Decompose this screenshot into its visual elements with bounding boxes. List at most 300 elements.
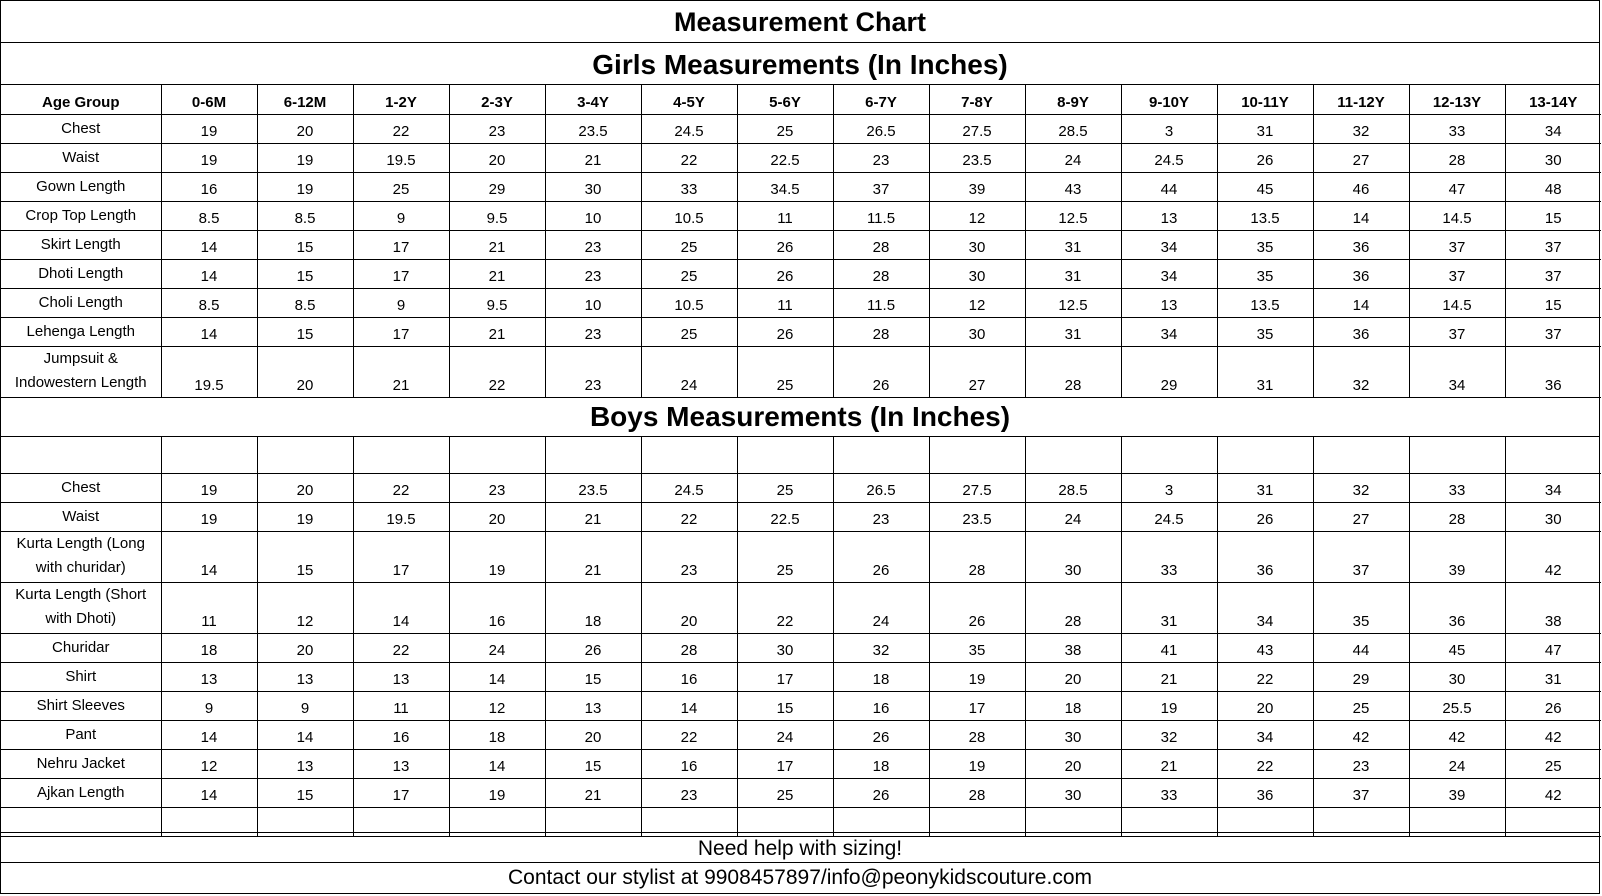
measurement-cell: 36 [1313,259,1409,288]
measurement-cell: 17 [929,691,1025,720]
measurement-cell: 43 [1217,633,1313,662]
measurement-cell: 23.5 [929,502,1025,531]
measurement-cell: 28 [833,230,929,259]
measurement-cell: 3 [1121,473,1217,502]
measurement-cell: 15 [257,778,353,807]
measurement-cell: 32 [1313,114,1409,143]
measurement-cell: 20 [449,502,545,531]
measurement-cell: 44 [1313,633,1409,662]
measurement-cell: 34 [1505,114,1601,143]
table-row [1,346,1601,397]
measurement-cell: 12 [929,201,1025,230]
measurement-cell: 19.5 [353,502,449,531]
measurement-cell: 21 [545,143,641,172]
measurement-cell: 43 [1025,172,1121,201]
measurement-cell: 35 [1217,259,1313,288]
measurement-cell: 35 [1217,230,1313,259]
table-row [1,114,1601,143]
measurement-cell: 24 [737,720,833,749]
measurement-cell: 33 [641,172,737,201]
measurement-cell: 11 [737,201,833,230]
measurement-cell: 36 [1409,582,1505,633]
measurement-cell: 11 [353,691,449,720]
measurement-cell: 37 [1409,317,1505,346]
page-title: Measurement Chart [1,1,1599,43]
table-row [1,720,1601,749]
measurement-cell: 28 [641,633,737,662]
measurement-cell: 19 [161,502,257,531]
empty-cell [161,437,257,473]
measurement-cell: 28.5 [1025,473,1121,502]
row-label: Shirt [1,662,161,691]
measurement-cell: 45 [1409,633,1505,662]
measurement-cell: 12 [449,691,545,720]
measurement-cell: 14.5 [1409,288,1505,317]
measurement-cell: 11 [737,288,833,317]
measurement-cell: 27 [1313,502,1409,531]
measurement-cell: 11.5 [833,201,929,230]
measurement-cell: 15 [545,749,641,778]
measurement-cell: 42 [1505,720,1601,749]
girls-section-title: Girls Measurements (In Inches) [1,43,1599,85]
measurement-cell: 31 [1217,346,1313,397]
measurement-cell: 14 [449,662,545,691]
measurement-cell: 24.5 [641,114,737,143]
row-label: Kurta Length (Long with churidar) [1,531,161,582]
measurement-cell: 26 [737,230,833,259]
measurement-cell: 30 [929,259,1025,288]
measurement-cell: 12.5 [1025,288,1121,317]
measurement-cell: 25 [737,114,833,143]
measurement-cell: 21 [1121,662,1217,691]
measurement-cell: 20 [257,473,353,502]
empty-cell [1505,437,1601,473]
measurement-cell: 26 [1217,502,1313,531]
row-label: Chest [1,473,161,502]
measurement-cell: 33 [1121,778,1217,807]
age-column-header: 13-14Y [1505,85,1601,114]
measurement-cell: 42 [1313,720,1409,749]
measurement-cell: 34 [1217,720,1313,749]
measurement-cell: 15 [257,531,353,582]
measurement-cell: 33 [1409,473,1505,502]
measurement-cell: 31 [1025,259,1121,288]
measurement-cell: 12 [161,749,257,778]
measurement-cell: 23 [833,502,929,531]
measurement-cell: 36 [1217,778,1313,807]
measurement-cell: 29 [449,172,545,201]
measurement-cell: 13 [353,662,449,691]
measurement-cell: 14 [449,749,545,778]
measurement-cell: 13 [545,691,641,720]
measurement-cell: 28 [1025,346,1121,397]
measurement-cell: 19.5 [161,346,257,397]
boys-section-title: Boys Measurements (In Inches) [1,395,1599,437]
empty-cell [449,437,545,473]
measurement-cell: 46 [1313,172,1409,201]
table-row [1,317,1601,346]
measurement-cell: 23 [545,230,641,259]
measurement-cell: 30 [929,317,1025,346]
measurement-cell: 10.5 [641,288,737,317]
measurement-cell: 17 [353,317,449,346]
empty-cell [545,437,641,473]
measurement-cell: 17 [737,749,833,778]
measurement-cell: 35 [1217,317,1313,346]
measurement-cell: 34 [1217,582,1313,633]
measurement-cell: 22 [1217,662,1313,691]
contact-text: Contact our stylist at 9908457897/info@peonykidscouture.com [508,866,1092,889]
measurement-cell: 22 [353,473,449,502]
table-row [1,143,1601,172]
measurement-cell: 17 [737,662,833,691]
row-label: Waist [1,143,161,172]
measurement-cell: 23.5 [545,114,641,143]
measurement-cell: 17 [353,230,449,259]
measurement-cell: 29 [1121,346,1217,397]
measurement-cell: 14 [641,691,737,720]
measurement-cell: 14 [161,259,257,288]
empty-cell [641,437,737,473]
measurement-cell: 28 [929,531,1025,582]
measurement-cell: 26 [545,633,641,662]
empty-cell [257,437,353,473]
measurement-cell: 33 [1121,531,1217,582]
measurement-cell: 26 [1217,143,1313,172]
measurement-cell: 25 [1313,691,1409,720]
row-label: Waist [1,502,161,531]
measurement-cell: 38 [1505,582,1601,633]
measurement-cell: 16 [161,172,257,201]
empty-cell [1217,437,1313,473]
row-label: Nehru Jacket [1,749,161,778]
measurement-cell: 25 [1505,749,1601,778]
measurement-cell: 8.5 [161,201,257,230]
measurement-cell: 28 [929,720,1025,749]
row-label: Skirt Length [1,230,161,259]
measurement-cell: 28 [929,778,1025,807]
measurement-cell: 37 [1409,230,1505,259]
measurement-cell: 9 [257,691,353,720]
table-row [1,531,1601,582]
age-column-header: 8-9Y [1025,85,1121,114]
row-label: Choli Length [1,288,161,317]
table-row [1,778,1601,807]
measurement-cell: 24 [1025,502,1121,531]
measurement-cell: 34 [1121,259,1217,288]
measurement-cell: 25 [641,317,737,346]
table-row [1,749,1601,778]
measurement-cell: 13 [1121,201,1217,230]
measurement-cell: 13 [1121,288,1217,317]
table-row [1,259,1601,288]
measurement-cell: 17 [353,778,449,807]
measurement-cell: 22 [353,633,449,662]
measurement-cell: 14 [161,317,257,346]
measurement-cell: 22 [641,502,737,531]
measurement-cell: 47 [1409,172,1505,201]
measurement-cell: 37 [833,172,929,201]
age-column-header: 12-13Y [1409,85,1505,114]
measurement-cell: 31 [1505,662,1601,691]
measurement-cell: 25 [737,778,833,807]
measurement-cell: 22 [1217,749,1313,778]
measurement-cell: 11 [161,582,257,633]
measurement-cell: 21 [449,230,545,259]
measurement-cell: 32 [833,633,929,662]
measurement-cell: 26 [833,531,929,582]
measurement-cell: 19 [257,172,353,201]
measurement-cell: 21 [353,346,449,397]
table-row [1,230,1601,259]
measurement-cell: 34 [1409,346,1505,397]
measurement-cell: 16 [641,749,737,778]
measurement-cell: 9 [353,201,449,230]
measurement-cell: 26.5 [833,473,929,502]
boys-measurements-table [1,437,1601,837]
measurement-cell: 31 [1025,317,1121,346]
measurement-cell: 39 [929,172,1025,201]
girls-measurements-table [1,85,1601,398]
measurement-cell: 8.5 [257,201,353,230]
measurement-cell: 13 [353,749,449,778]
empty-cell [1,437,161,473]
measurement-cell: 44 [1121,172,1217,201]
measurement-cell: 15 [257,230,353,259]
measurement-cell: 30 [929,230,1025,259]
measurement-cell: 12 [929,288,1025,317]
measurement-cell: 28 [1409,502,1505,531]
measurement-cell: 37 [1505,317,1601,346]
measurement-cell: 16 [353,720,449,749]
measurement-cell: 19 [929,749,1025,778]
measurement-cell: 21 [545,778,641,807]
table-row [1,691,1601,720]
measurement-cell: 15 [737,691,833,720]
measurement-cell: 23 [545,317,641,346]
sizing-help-text: Need help with sizing! [1,832,1599,863]
measurement-cell: 30 [1505,502,1601,531]
row-label: Dhoti Length [1,259,161,288]
measurement-cell: 26.5 [833,114,929,143]
measurement-cell: 32 [1313,346,1409,397]
measurement-cell: 24.5 [641,473,737,502]
measurement-cell: 42 [1505,531,1601,582]
measurement-cell: 22 [449,346,545,397]
measurement-cell: 48 [1505,172,1601,201]
table-row [1,502,1601,531]
boys-empty-header-row [1,437,1601,473]
age-column-header: 0-6M [161,85,257,114]
measurement-cell: 30 [1409,662,1505,691]
measurement-cell: 28 [1025,582,1121,633]
measurement-cell: 25.5 [1409,691,1505,720]
measurement-cell: 20 [545,720,641,749]
measurement-cell: 14 [161,778,257,807]
measurement-cell: 23 [545,346,641,397]
measurement-cell: 14 [161,531,257,582]
measurement-cell: 13 [161,662,257,691]
measurement-cell: 42 [1505,778,1601,807]
measurement-cell: 18 [545,582,641,633]
measurement-cell: 8.5 [161,288,257,317]
measurement-cell: 20 [257,346,353,397]
measurement-cell: 22 [641,143,737,172]
row-label: Shirt Sleeves [1,691,161,720]
measurement-cell: 25 [641,259,737,288]
measurement-cell: 14.5 [1409,201,1505,230]
measurement-cell: 15 [545,662,641,691]
measurement-cell: 30 [1025,531,1121,582]
measurement-cell: 19 [449,778,545,807]
age-group-header: Age Group [1,85,161,114]
measurement-cell: 14 [1313,201,1409,230]
measurement-cell: 42 [1409,720,1505,749]
measurement-cell: 24 [449,633,545,662]
measurement-cell: 18 [1025,691,1121,720]
measurement-cell: 19 [1121,691,1217,720]
age-column-header: 9-10Y [1121,85,1217,114]
measurement-cell: 27 [929,346,1025,397]
measurement-cell: 14 [1313,288,1409,317]
measurement-cell: 36 [1313,230,1409,259]
measurement-cell: 31 [1025,230,1121,259]
measurement-cell: 26 [1505,691,1601,720]
measurement-cell: 11.5 [833,288,929,317]
measurement-cell: 13 [257,662,353,691]
table-row [1,172,1601,201]
measurement-cell: 34.5 [737,172,833,201]
measurement-cell: 30 [1505,143,1601,172]
measurement-cell: 34 [1505,473,1601,502]
table-row [1,288,1601,317]
measurement-cell: 12 [257,582,353,633]
measurement-cell: 9 [161,691,257,720]
measurement-cell: 21 [545,531,641,582]
empty-cell [1409,437,1505,473]
measurement-cell: 34 [1121,317,1217,346]
measurement-cell: 22 [641,720,737,749]
empty-cell [1313,437,1409,473]
measurement-cell: 9.5 [449,288,545,317]
measurement-cell: 23 [641,531,737,582]
measurement-cell: 37 [1409,259,1505,288]
measurement-cell: 19 [929,662,1025,691]
measurement-cell: 25 [353,172,449,201]
measurement-cell: 19 [257,502,353,531]
measurement-cell: 36 [1313,317,1409,346]
measurement-cell: 47 [1505,633,1601,662]
measurement-cell: 26 [929,582,1025,633]
measurement-cell: 14 [257,720,353,749]
measurement-cell: 37 [1313,531,1409,582]
table-row [1,662,1601,691]
measurement-cell: 23 [449,114,545,143]
measurement-cell: 24 [1025,143,1121,172]
empty-cell [1025,437,1121,473]
measurement-cell: 19 [161,114,257,143]
empty-cell [1121,437,1217,473]
measurement-cell: 28.5 [1025,114,1121,143]
age-column-header: 6-7Y [833,85,929,114]
measurement-cell: 24 [641,346,737,397]
measurement-cell: 17 [353,531,449,582]
measurement-cell: 10.5 [641,201,737,230]
measurement-cell: 31 [1217,114,1313,143]
measurement-cell: 24.5 [1121,502,1217,531]
measurement-cell: 20 [449,143,545,172]
measurement-cell: 18 [161,633,257,662]
measurement-cell: 19.5 [353,143,449,172]
measurement-cell: 28 [833,259,929,288]
table-row [1,473,1601,502]
row-label: Pant [1,720,161,749]
row-label: Churidar [1,633,161,662]
measurement-cell: 21 [449,259,545,288]
measurement-cell: 10 [545,201,641,230]
measurement-cell: 19 [257,143,353,172]
measurement-cell: 24.5 [1121,143,1217,172]
measurement-cell: 26 [833,346,929,397]
measurement-cell: 28 [833,317,929,346]
row-label: Kurta Length (Short with Dhoti) [1,582,161,633]
age-column-header: 6-12M [257,85,353,114]
measurement-cell: 37 [1313,778,1409,807]
measurement-cell: 21 [1121,749,1217,778]
measurement-cell: 18 [833,662,929,691]
measurement-cell: 17 [353,259,449,288]
row-label: Jumpsuit & Indowestern Length [1,346,161,397]
age-column-header: 10-11Y [1217,85,1313,114]
measurement-cell: 20 [1025,749,1121,778]
measurement-cell: 32 [1121,720,1217,749]
measurement-cell: 30 [1025,778,1121,807]
measurement-cell: 30 [1025,720,1121,749]
measurement-cell: 30 [545,172,641,201]
measurement-cell: 29 [1313,662,1409,691]
measurement-cell: 35 [1313,582,1409,633]
measurement-cell: 3 [1121,114,1217,143]
age-column-header: 2-3Y [449,85,545,114]
row-label: Chest [1,114,161,143]
measurement-cell: 18 [449,720,545,749]
measurement-cell: 10 [545,288,641,317]
measurement-cell: 19 [161,473,257,502]
measurement-cell: 41 [1121,633,1217,662]
measurement-cell: 38 [1025,633,1121,662]
measurement-cell: 22 [353,114,449,143]
measurement-cell: 20 [1025,662,1121,691]
measurement-cell: 25 [737,473,833,502]
measurement-cell: 23 [833,143,929,172]
measurement-cell: 20 [257,633,353,662]
measurement-cell: 15 [1505,288,1601,317]
measurement-cell: 14 [161,230,257,259]
row-label: Lehenga Length [1,317,161,346]
measurement-cell: 24 [833,582,929,633]
measurement-cell: 14 [161,720,257,749]
measurement-cell: 28 [1409,143,1505,172]
empty-cell [929,437,1025,473]
measurement-cell: 16 [449,582,545,633]
measurement-cell: 16 [833,691,929,720]
measurement-cell: 37 [1505,259,1601,288]
measurement-cell: 33 [1409,114,1505,143]
measurement-cell: 23 [449,473,545,502]
measurement-cell: 31 [1121,582,1217,633]
age-column-header: 11-12Y [1313,85,1409,114]
measurement-cell: 27.5 [929,473,1025,502]
